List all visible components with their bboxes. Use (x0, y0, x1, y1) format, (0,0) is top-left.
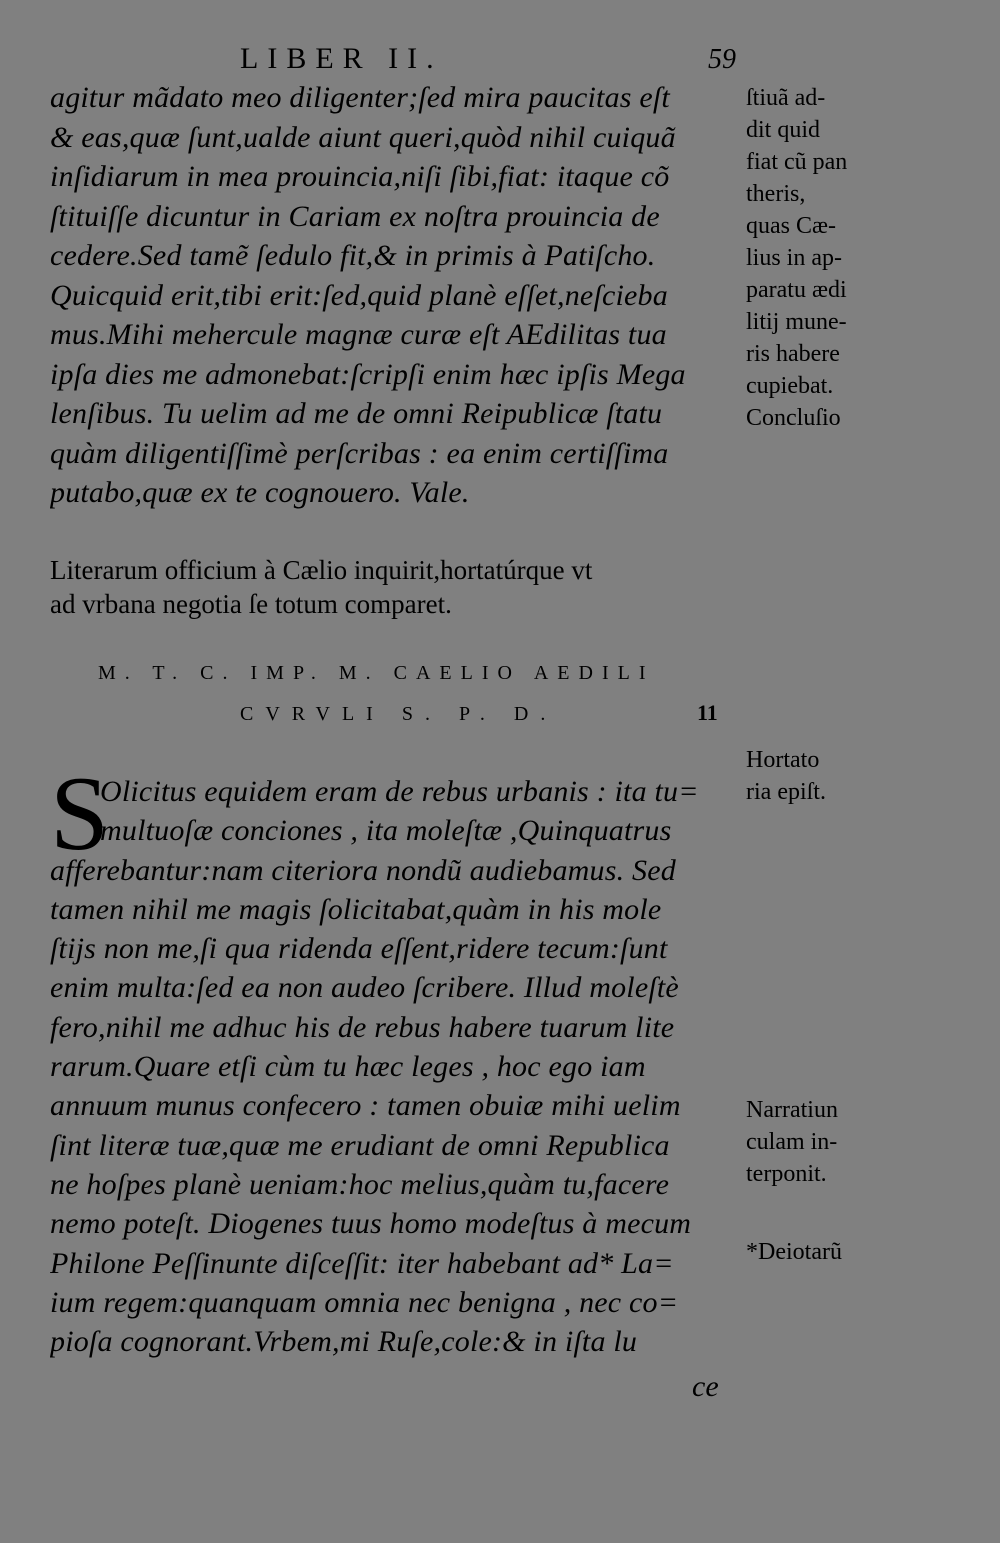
text-line: cedere.Sed tamẽ ſedulo fit,& in primis à Patiſcho. (50, 239, 656, 272)
letter-body (50, 772, 740, 1361)
text-line: ium regem:quanquam omnia nec benigna , nec co= (50, 1285, 679, 1319)
text-line: tamen nihil me magis ſolicitabat,quàm in his mole (50, 892, 662, 926)
margin-note-line: fiat cũ pan (746, 149, 848, 175)
margin-note-line: lius in ap- (746, 245, 842, 271)
margin-note-line: terponit. (746, 1161, 827, 1187)
salutation-heading-continued: CVRVLI S. P. D. (240, 703, 558, 725)
text-line: rarum.Quare etſi cùm tu hæc leges , hoc ego iam (50, 1050, 646, 1084)
margin-note-line: ſtiuã ad- (746, 85, 826, 111)
text-line: lenſibus. Tu uelim ad me de omni Reipublicæ ſtatu (50, 397, 663, 430)
text-line: nemo poteſt. Diogenes tuus homo modeſtus à mecum (50, 1207, 692, 1241)
salutation-heading: M. T. C. IMP. M. CAELIO AEDILI (98, 662, 655, 684)
text-line: Quicquid erit,tibi erit:ſed,quid planè eſſet,neſcieba (50, 278, 668, 312)
text-line: afferebantur:nam citeriora nondũ audiebamus. Sed (50, 853, 676, 887)
margin-note-line: cupiebat. (746, 373, 834, 399)
margin-note-line: theris, (746, 181, 806, 207)
margin-note-narratiuncula (746, 1094, 896, 1190)
text-line: agitur mãdato meo diligenter;ſed mira paucitas eſt (50, 81, 670, 114)
text-line: pioſa cognorant.Vrbem,mi Ruſe,cole:& in iſta lu (50, 1325, 638, 1359)
margin-note-line: *Deiotarũ (746, 1239, 842, 1265)
text-line: mus.Mihi mehercule magnæ curæ eſt AEdilitas tua (50, 318, 667, 351)
margin-note-conclusio (746, 82, 896, 434)
margin-note-line: Concluſio (746, 405, 841, 431)
running-head: LIBER II. (240, 42, 443, 75)
drop-cap-initial: S (50, 755, 109, 872)
text-line: ſtijs non me,ſi qua ridenda eſſent,ridere tecum:ſunt (50, 932, 668, 966)
argument-line: Literarum officium à Cælio inquirit,hortatúrque vt (50, 555, 593, 585)
margin-note-deiotarum (746, 1236, 896, 1268)
text-line: enim multa:ſed ea non audeo ſcribere. Illud moleſtè (50, 971, 679, 1005)
margin-note-hortatoria (746, 744, 896, 808)
text-line: quàm diligentiſſimè perſcribas : ea enim certiſſima (50, 436, 669, 470)
margin-note-line: paratu ædi (746, 277, 847, 303)
margin-note-line: dit quid (746, 117, 821, 143)
text-line: fero,nihil me adhuc his de rebus habere tuarum lite (50, 1010, 675, 1044)
margin-note-line: Hortato (746, 747, 820, 773)
text-line: multuoſæ conciones , ita moleſtæ ,Quinquatrus (100, 814, 672, 848)
text-line: Olicitus equidem eram de rebus urbanis : ita tu= (100, 775, 699, 808)
text-line: ſint literæ tuæ,quæ me erudiant de omni Republica (50, 1128, 670, 1162)
margin-note-line: culam in- (746, 1129, 838, 1155)
text-line: ipſa dies me admonebat:ſcripſi enim hæc ipſis Mega (50, 357, 686, 391)
text-line: Philone Peſſinunte diſceſſit: iter habebant ad* La= (50, 1246, 674, 1280)
catchword: ce (692, 1370, 719, 1403)
text-line: annuum munus confecero : tamen obuiæ mihi uelim (50, 1089, 681, 1123)
margin-note-line: ria epiſt. (746, 779, 826, 805)
text-line: inſidiarum in mea prouincia,niſi ſibi,fiat: itaque cõ (50, 160, 670, 193)
margin-note-line: Narratiun (746, 1097, 838, 1123)
text-line: ſtituiſſe dicuntur in Cariam ex noſtra prouincia de (50, 199, 660, 233)
argument-line: ad vrbana negotia ſe totum comparet. (50, 589, 452, 619)
letter-number: 11 (697, 700, 718, 725)
text-line: & eas,quæ ſunt,ualde aiunt queri,quòd nihil cuiquã (50, 120, 676, 154)
text-line: putabo,quæ ex te cognouero. Vale. (50, 476, 470, 509)
letter-argument (50, 553, 740, 621)
page-number: 59 (708, 44, 736, 75)
margin-note-line: quas Cæ- (746, 213, 836, 239)
letter-conclusion-passage (50, 78, 740, 513)
margin-note-line: litij mune- (746, 309, 847, 335)
text-line: ne hoſpes planè ueniam:hoc melius,quàm tu,facere (50, 1167, 670, 1201)
margin-note-line: ris habere (746, 341, 840, 367)
